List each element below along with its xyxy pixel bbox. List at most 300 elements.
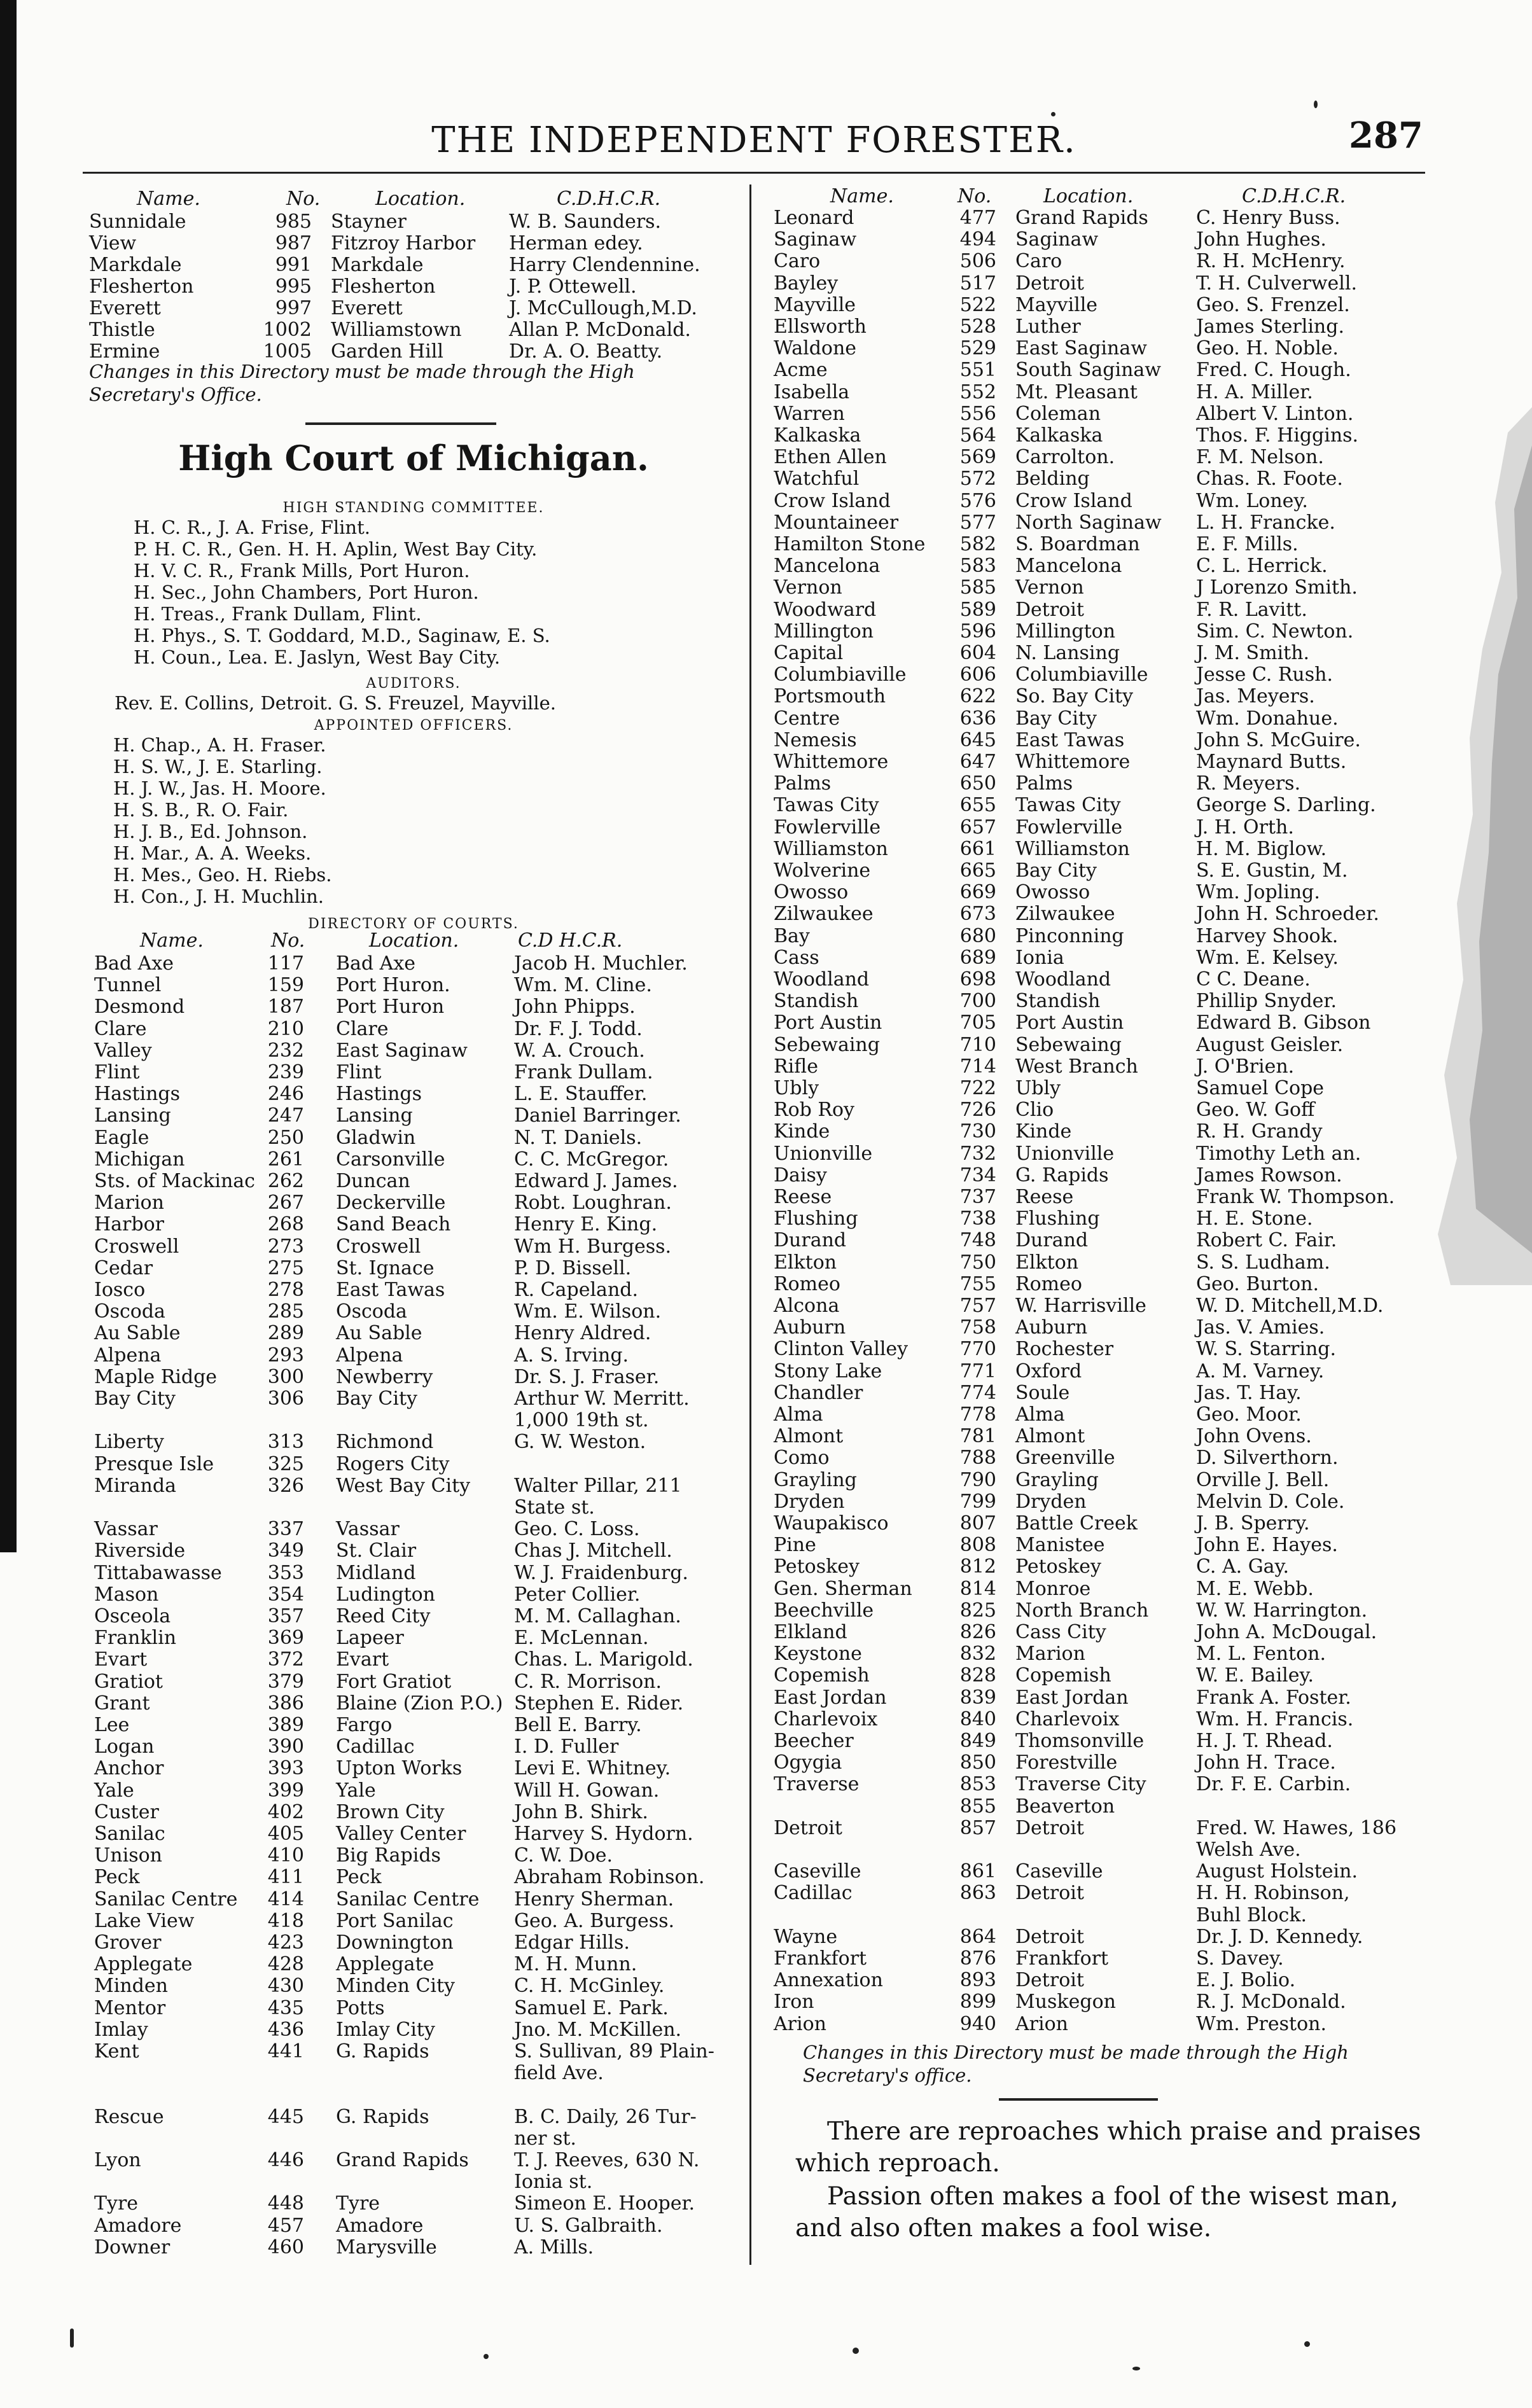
officer-line: H. Con., J. H. Muchlin. bbox=[113, 886, 324, 907]
court-location: Peck bbox=[336, 1866, 382, 1889]
table-row bbox=[774, 1295, 1435, 1317]
court-officer: Henry Aldred. bbox=[514, 1322, 651, 1345]
court-location: Lansing bbox=[336, 1104, 413, 1127]
court-location: Fort Gratiot bbox=[336, 1670, 452, 1693]
court-name: Sunnidale bbox=[89, 211, 186, 233]
court-officer: Geo. Moor. bbox=[1196, 1403, 1302, 1426]
proverb-2: Passion often makes a fool of the wisest man, and also often makes a fool wise. bbox=[795, 2182, 1399, 2243]
court-name: Rob Roy bbox=[774, 1099, 854, 1122]
court-number: 781 bbox=[959, 1425, 996, 1448]
court-location: Mayville bbox=[1015, 293, 1098, 316]
court-officer: Jacob H. Muchler. bbox=[514, 952, 688, 975]
court-officer: Geo. C. Loss. bbox=[514, 1518, 640, 1541]
table-row bbox=[94, 1431, 756, 1453]
table-row bbox=[774, 1470, 1435, 1491]
court-number: 389 bbox=[267, 1714, 304, 1736]
table-row bbox=[94, 2193, 756, 2215]
table-row bbox=[774, 926, 1435, 947]
table-row bbox=[774, 1730, 1435, 1752]
court-officer: W. B. Saunders. bbox=[509, 211, 662, 233]
court-name: Tittabawasse bbox=[94, 1561, 222, 1584]
officer-line: H. J. B., Ed. Johnson. bbox=[113, 821, 308, 842]
table-row bbox=[94, 1149, 756, 1171]
court-name: Durand bbox=[774, 1229, 847, 1252]
table-row bbox=[94, 1497, 756, 1519]
col-header-location: Location. bbox=[369, 929, 459, 952]
table-row bbox=[774, 1099, 1435, 1121]
court-officer: Dr. S. J. Fraser. bbox=[514, 1365, 660, 1388]
court-name: Mason bbox=[94, 1583, 159, 1606]
officer-line: H. Treas., Frank Dullam, Flint. bbox=[134, 603, 422, 625]
table-row bbox=[94, 1454, 756, 1475]
table-row bbox=[774, 969, 1435, 991]
court-name: Chandler bbox=[774, 1381, 863, 1404]
table-row bbox=[94, 1062, 756, 1083]
court-officer: Jas. T. Hay. bbox=[1196, 1381, 1302, 1404]
court-number: 275 bbox=[267, 1256, 304, 1279]
court-number: 622 bbox=[959, 685, 996, 708]
court-name: Vernon bbox=[774, 576, 842, 599]
court-name: Desmond bbox=[94, 996, 185, 1019]
court-officer: Robt. Loughran. bbox=[514, 1192, 672, 1214]
table-row bbox=[774, 491, 1435, 512]
table-row bbox=[774, 686, 1435, 707]
court-officer: 1,000 19th st. bbox=[514, 1409, 649, 1432]
table-row bbox=[94, 2041, 756, 2063]
court-location: Tawas City bbox=[1015, 794, 1121, 817]
court-officer: Dr. F. J. Todd. bbox=[514, 1017, 643, 1040]
court-location: Ubly bbox=[1015, 1077, 1061, 1099]
court-location: Arion bbox=[1015, 2012, 1068, 2035]
table-row bbox=[89, 341, 751, 363]
court-number: 210 bbox=[267, 1017, 304, 1040]
court-location: Evart bbox=[336, 1648, 389, 1671]
court-number: 506 bbox=[959, 250, 996, 273]
court-location: W. Harrisville bbox=[1015, 1295, 1146, 1317]
court-location: St. Ignace bbox=[336, 1256, 435, 1279]
court-location: Reese bbox=[1015, 1186, 1074, 1208]
court-location: Au Sable bbox=[336, 1322, 422, 1345]
court-officer: Herman edey. bbox=[509, 232, 643, 254]
court-number: 457 bbox=[267, 2214, 304, 2237]
court-name: Michigan bbox=[94, 1148, 185, 1171]
table-row bbox=[774, 555, 1435, 577]
court-officer: W. A. Crouch. bbox=[514, 1039, 645, 1062]
court-number: 893 bbox=[959, 1969, 996, 1992]
court-officer: George S. Darling. bbox=[1196, 794, 1376, 817]
court-number: 117 bbox=[267, 952, 304, 975]
court-number: 826 bbox=[959, 1621, 996, 1643]
table-row bbox=[774, 1078, 1435, 1099]
court-location: Pinconning bbox=[1015, 924, 1124, 947]
table-row bbox=[774, 1208, 1435, 1230]
court-name: Waupakisco bbox=[774, 1512, 889, 1535]
table-row bbox=[94, 1040, 756, 1062]
court-number: 354 bbox=[267, 1583, 304, 1606]
court-officer: M. H. Munn. bbox=[514, 1953, 637, 1976]
court-location: Vassar bbox=[336, 1518, 400, 1541]
court-number: 645 bbox=[959, 728, 996, 751]
court-number: 522 bbox=[959, 293, 996, 316]
court-name: Lyon bbox=[94, 2149, 141, 2171]
table-row bbox=[774, 1905, 1435, 1926]
court-location: Elkton bbox=[1015, 1251, 1079, 1274]
court-name: Cadillac bbox=[774, 1882, 853, 1905]
court-name: Flushing bbox=[774, 1207, 858, 1230]
court-name: Warren bbox=[774, 402, 845, 425]
court-number: 517 bbox=[959, 272, 996, 295]
court-name: Unison bbox=[94, 1844, 162, 1867]
table-row bbox=[94, 1519, 756, 1540]
court-name: Ogygia bbox=[774, 1751, 842, 1774]
court-number: 698 bbox=[959, 968, 996, 991]
court-number: 596 bbox=[959, 620, 996, 643]
table-row bbox=[774, 1012, 1435, 1034]
court-officer: Dr. A. O. Beatty. bbox=[509, 340, 663, 363]
court-officer: L. H. Francke. bbox=[1196, 511, 1335, 534]
court-name: Harbor bbox=[94, 1213, 164, 1236]
court-name: Waldone bbox=[774, 337, 857, 360]
table-row bbox=[94, 1649, 756, 1671]
court-number: 583 bbox=[959, 555, 996, 578]
court-officer: R. Capeland. bbox=[514, 1279, 638, 1301]
court-officer: S. E. Gustin, M. bbox=[1196, 860, 1348, 882]
page-number: 287 bbox=[1349, 115, 1423, 157]
table-row bbox=[774, 1556, 1435, 1578]
court-name: Beecher bbox=[774, 1730, 854, 1752]
table-row bbox=[774, 1948, 1435, 1970]
court-name: Tawas City bbox=[774, 794, 879, 817]
col-header-name: Name. bbox=[137, 188, 200, 210]
court-name: Millington bbox=[774, 620, 874, 643]
court-location: Imlay City bbox=[336, 2018, 435, 2041]
court-number: 300 bbox=[267, 1365, 304, 1388]
table-row bbox=[774, 1056, 1435, 1078]
court-location: Owosso bbox=[1015, 881, 1090, 904]
court-location: Reed City bbox=[336, 1605, 431, 1627]
court-officer: W. W. Harrington. bbox=[1196, 1599, 1368, 1622]
court-location: Crow Island bbox=[1015, 489, 1132, 512]
court-number: 606 bbox=[959, 664, 996, 686]
table-row bbox=[94, 1802, 756, 1823]
court-officer: Stephen E. Rider. bbox=[514, 1692, 684, 1715]
court-name: Miranda bbox=[94, 1474, 176, 1497]
court-officer: Chas. L. Marigold. bbox=[514, 1648, 693, 1671]
court-officer: P. D. Bissell. bbox=[514, 1256, 632, 1279]
court-name: Annexation bbox=[774, 1969, 883, 1992]
table-row bbox=[94, 1236, 756, 1258]
court-name: Centre bbox=[774, 707, 840, 730]
court-number: 825 bbox=[959, 1599, 996, 1622]
table-row bbox=[94, 2063, 756, 2084]
court-name: Cass bbox=[774, 946, 819, 969]
court-officer: G. W. Weston. bbox=[514, 1431, 646, 1454]
court-location: Hastings bbox=[336, 1083, 422, 1106]
court-location: Brown City bbox=[336, 1800, 445, 1823]
court-name: Bay bbox=[774, 924, 810, 947]
court-name: Nemesis bbox=[774, 728, 857, 751]
table-row bbox=[94, 1562, 756, 1584]
left-top-column-headers bbox=[83, 188, 744, 210]
court-name: Minden bbox=[94, 1975, 168, 1998]
court-officer: T. J. Reeves, 630 N. bbox=[514, 2149, 700, 2171]
court-location: Luther bbox=[1015, 316, 1081, 338]
court-location: G. Rapids bbox=[1015, 1164, 1109, 1187]
court-number: 239 bbox=[267, 1061, 304, 1083]
court-officer: R. H. Grandy bbox=[1196, 1120, 1323, 1143]
court-name: Caseville bbox=[774, 1860, 861, 1883]
court-name: Daisy bbox=[774, 1164, 827, 1187]
court-number: 995 bbox=[275, 275, 312, 298]
court-location: Greenville bbox=[1015, 1447, 1115, 1470]
court-officer: Geo. H. Noble. bbox=[1196, 337, 1339, 360]
court-officer: ner st. bbox=[514, 2127, 576, 2150]
court-officer: Ionia st. bbox=[514, 2171, 593, 2194]
court-name: Gen. Sherman bbox=[774, 1577, 912, 1600]
table-row bbox=[94, 1693, 756, 1715]
court-officer: W. S. Starring. bbox=[1196, 1338, 1337, 1361]
table-row bbox=[774, 1970, 1435, 1991]
court-location: Downington bbox=[336, 1931, 454, 1954]
table-row bbox=[94, 1083, 756, 1105]
court-location: Markdale bbox=[331, 254, 424, 276]
torn-page-artefact bbox=[1361, 407, 1532, 1285]
court-officer: J Lorenzo Smith. bbox=[1196, 576, 1358, 599]
court-officer: R. H. McHenry. bbox=[1196, 250, 1346, 273]
court-name: Leonard bbox=[774, 207, 854, 229]
table-row bbox=[774, 1600, 1435, 1622]
table-row bbox=[774, 1622, 1435, 1643]
court-officer: Walter Pillar, 211 bbox=[514, 1474, 682, 1497]
court-officer: Arthur W. Merritt. bbox=[514, 1388, 690, 1410]
table-row bbox=[94, 1823, 756, 1845]
court-officer: J. H. Orth. bbox=[1196, 816, 1294, 839]
table-row bbox=[94, 1323, 756, 1344]
court-name: Elkton bbox=[774, 1251, 837, 1274]
court-officer: C. H. McGinley. bbox=[514, 1975, 665, 1998]
court-officer: Fred. C. Hough. bbox=[1196, 359, 1351, 382]
court-name: Zilwaukee bbox=[774, 903, 874, 926]
court-officer: A. M. Varney. bbox=[1196, 1360, 1325, 1382]
court-name: Imlay bbox=[94, 2018, 148, 2041]
court-location: G. Rapids bbox=[336, 2040, 429, 2063]
court-officer: Welsh Ave. bbox=[1196, 1839, 1301, 1861]
table-row bbox=[774, 947, 1435, 969]
note-line: Changes in this Directory must be made through the High bbox=[803, 2042, 1349, 2063]
court-name: Alma bbox=[774, 1403, 823, 1426]
court-number: 722 bbox=[959, 1077, 996, 1099]
court-name: Rifle bbox=[774, 1055, 818, 1078]
court-officer: Chas J. Mitchell. bbox=[514, 1540, 672, 1562]
court-location: Millington bbox=[1015, 620, 1116, 643]
court-officer: Dr. F. E. Carbin. bbox=[1196, 1773, 1351, 1796]
table-row bbox=[774, 621, 1435, 643]
court-officer: August Holstein. bbox=[1196, 1860, 1358, 1883]
note-line: Secretary's office. bbox=[803, 2064, 972, 2086]
court-number: 849 bbox=[959, 1730, 996, 1752]
court-name: Unionville bbox=[774, 1142, 873, 1165]
table-row bbox=[774, 1426, 1435, 1447]
court-number: 661 bbox=[959, 837, 996, 860]
court-officer: H. H. Robinson, bbox=[1196, 1882, 1350, 1905]
court-name: Ethen Allen bbox=[774, 446, 887, 469]
court-number: 864 bbox=[959, 1925, 996, 1948]
court-location: Grayling bbox=[1015, 1468, 1099, 1491]
court-number: 647 bbox=[959, 751, 996, 773]
court-name: Beechville bbox=[774, 1599, 874, 1622]
court-location: Flushing bbox=[1015, 1207, 1100, 1230]
court-number: 551 bbox=[959, 359, 996, 382]
court-number: 262 bbox=[267, 1170, 304, 1192]
table-row bbox=[94, 2237, 756, 2258]
court-location: St. Clair bbox=[336, 1540, 417, 1562]
court-officer: I. D. Fuller bbox=[514, 1736, 619, 1758]
court-number: 876 bbox=[959, 1947, 996, 1970]
court-number: 991 bbox=[275, 254, 312, 276]
court-number: 441 bbox=[267, 2040, 304, 2063]
court-officer: A. Mills. bbox=[514, 2236, 594, 2258]
court-officer: Jas. V. Amies. bbox=[1196, 1316, 1325, 1339]
court-name: Bayley bbox=[774, 272, 839, 295]
court-name: Mancelona bbox=[774, 555, 881, 578]
court-number: 669 bbox=[959, 881, 996, 904]
court-name: Wolverine bbox=[774, 860, 871, 882]
court-location: Duncan bbox=[336, 1170, 410, 1192]
court-number: 159 bbox=[267, 974, 304, 997]
table-row bbox=[774, 1665, 1435, 1687]
court-name: Crow Island bbox=[774, 489, 891, 512]
court-officer: F. M. Nelson. bbox=[1196, 446, 1324, 469]
court-location: Charlevoix bbox=[1015, 1708, 1120, 1730]
court-location: Carsonville bbox=[336, 1148, 445, 1171]
court-officer: Will H. Gowan. bbox=[514, 1779, 660, 1802]
court-location: Caro bbox=[1015, 250, 1062, 273]
court-location: Alma bbox=[1015, 1403, 1065, 1426]
court-officer: Buhl Block. bbox=[1196, 1903, 1307, 1926]
court-number: 710 bbox=[959, 1033, 996, 1056]
court-number: 278 bbox=[267, 1279, 304, 1301]
court-officer: Orville J. Bell. bbox=[1196, 1468, 1330, 1491]
court-number: 850 bbox=[959, 1751, 996, 1774]
table-row bbox=[774, 860, 1435, 882]
court-officer: Peter Collier. bbox=[514, 1583, 641, 1606]
court-name: Mountaineer bbox=[774, 511, 899, 534]
court-officer: E. McLennan. bbox=[514, 1627, 649, 1650]
court-location: So. Bay City bbox=[1015, 685, 1134, 708]
court-number: 576 bbox=[959, 489, 996, 512]
court-name: Sebewaing bbox=[774, 1033, 880, 1056]
court-name: Sanilac Centre bbox=[94, 1888, 238, 1910]
court-officer: Frank A. Foster. bbox=[1196, 1686, 1351, 1709]
court-number: 665 bbox=[959, 860, 996, 882]
table-row bbox=[94, 2150, 756, 2171]
court-officer: John Ovens. bbox=[1196, 1425, 1312, 1448]
table-row bbox=[94, 1388, 756, 1410]
court-location: Williamstown bbox=[331, 319, 462, 341]
court-number: 832 bbox=[959, 1643, 996, 1666]
col-header-cdhcr: C.D H.C.R. bbox=[518, 929, 623, 952]
court-name: Portsmouth bbox=[774, 685, 886, 708]
court-number: 430 bbox=[267, 1975, 304, 1998]
court-location: North Branch bbox=[1015, 1599, 1149, 1622]
court-name: Williamston bbox=[774, 837, 888, 860]
court-location: Detroit bbox=[1015, 272, 1084, 295]
court-name: Lee bbox=[94, 1714, 130, 1736]
court-name: Petoskey bbox=[774, 1555, 860, 1578]
table-row bbox=[94, 1780, 756, 1802]
court-name: Presque Isle bbox=[94, 1452, 214, 1475]
court-name: Grant bbox=[94, 1692, 150, 1715]
court-name: Oscoda bbox=[94, 1300, 165, 1323]
court-name: Everett bbox=[89, 297, 161, 319]
court-name: Osceola bbox=[94, 1605, 171, 1627]
court-number: 730 bbox=[959, 1120, 996, 1143]
court-officer: Edward J. James. bbox=[514, 1170, 678, 1192]
court-location: Ionia bbox=[1015, 946, 1064, 969]
court-location: Auburn bbox=[1015, 1316, 1088, 1339]
court-number: 771 bbox=[959, 1360, 996, 1382]
court-location: Oscoda bbox=[336, 1300, 407, 1323]
court-officer: J. B. Sperry. bbox=[1196, 1512, 1310, 1535]
court-number: 411 bbox=[267, 1866, 304, 1889]
court-name: Markdale bbox=[89, 254, 182, 276]
court-name: Grayling bbox=[774, 1468, 857, 1491]
court-location: Mt. Pleasant bbox=[1015, 380, 1138, 403]
table-row bbox=[774, 251, 1435, 272]
court-number: 428 bbox=[267, 1953, 304, 1976]
court-name: Dryden bbox=[774, 1490, 845, 1513]
court-number: 446 bbox=[267, 2149, 304, 2171]
court-officer: Daniel Barringer. bbox=[514, 1104, 681, 1127]
table-row bbox=[774, 1774, 1435, 1795]
ink-speck bbox=[484, 2354, 489, 2359]
court-name: Cedar bbox=[94, 1256, 153, 1279]
court-location: Soule bbox=[1015, 1381, 1070, 1404]
table-row bbox=[774, 512, 1435, 534]
table-row bbox=[94, 2215, 756, 2237]
court-number: 589 bbox=[959, 598, 996, 621]
court-location: Palms bbox=[1015, 772, 1073, 795]
court-location: Monroe bbox=[1015, 1577, 1091, 1600]
left-top-note bbox=[89, 360, 751, 406]
court-name: Hastings bbox=[94, 1083, 181, 1106]
court-location: Everett bbox=[331, 297, 403, 319]
court-number: 569 bbox=[959, 446, 996, 469]
court-officer: Wm. Preston. bbox=[1196, 2012, 1327, 2035]
directory-right-headers bbox=[770, 186, 1431, 207]
court-officer: John H. Schroeder. bbox=[1196, 903, 1379, 926]
court-location: Deckerville bbox=[336, 1192, 446, 1214]
court-location: Battle Creek bbox=[1015, 1512, 1138, 1535]
court-location: Caseville bbox=[1015, 1860, 1103, 1883]
court-location: East Tawas bbox=[336, 1279, 445, 1301]
court-name: Frankfort bbox=[774, 1947, 867, 1970]
court-number: 799 bbox=[959, 1490, 996, 1513]
table-row bbox=[774, 1883, 1435, 1904]
court-officer: J. McCullough,M.D. bbox=[509, 297, 697, 319]
court-name: Iosco bbox=[94, 1279, 146, 1301]
court-location: Applegate bbox=[336, 1953, 435, 1976]
court-name: East Jordan bbox=[774, 1686, 887, 1709]
court-number: 386 bbox=[267, 1692, 304, 1715]
table-row bbox=[89, 298, 751, 319]
col-header-location: Location. bbox=[375, 188, 466, 210]
court-officer: N. T. Daniels. bbox=[514, 1126, 643, 1149]
court-officer: H. M. Biglow. bbox=[1196, 837, 1327, 860]
court-name: Port Austin bbox=[774, 1012, 882, 1034]
table-row bbox=[94, 1019, 756, 1040]
table-row bbox=[94, 1540, 756, 1562]
